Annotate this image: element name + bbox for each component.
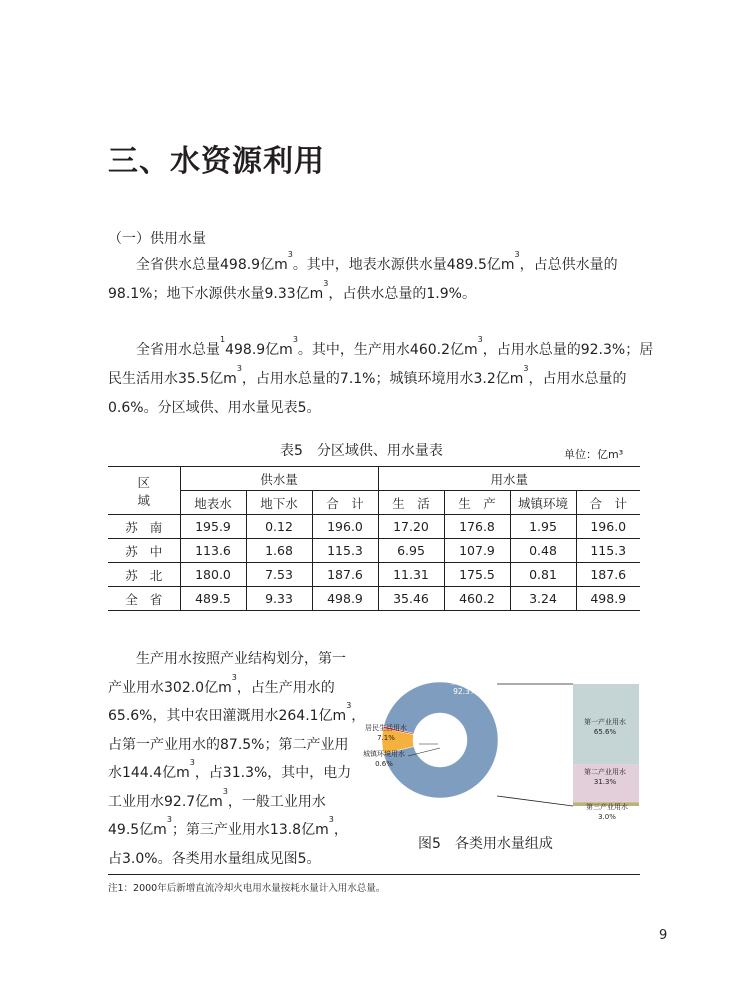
table-cell: 196.0 [576, 515, 640, 539]
water-use-composition-chart [350, 660, 640, 830]
slice-label-residential: 居民生活用水 [365, 724, 407, 732]
table-cell: 1.95 [510, 515, 576, 539]
supply-paragraph [108, 251, 648, 309]
breakdown-label-secondary: 第二产业用水 [584, 768, 626, 776]
column-header: 城镇环境 [510, 491, 576, 515]
region-cell: 全省 [108, 587, 180, 611]
paragraph-line: 占3.0%。各类用水量组成见图5。 [108, 850, 321, 867]
column-header: 地下水 [246, 491, 312, 515]
table-cell: 187.6 [312, 563, 378, 587]
table-cell: 175.5 [444, 563, 510, 587]
supply-use-table [108, 466, 640, 611]
column-header: 地表水 [180, 491, 246, 515]
table-cell: 498.9 [576, 587, 640, 611]
table-cell: 176.8 [444, 515, 510, 539]
slice-value-environment: 0.6% [375, 760, 393, 768]
table-cell: 489.5 [180, 587, 246, 611]
column-header: 生 活 [378, 491, 444, 515]
table-cell: 0.81 [510, 563, 576, 587]
column-header: 生 产 [444, 491, 510, 515]
footnote-divider [108, 874, 640, 875]
table-cell: 0.12 [246, 515, 312, 539]
slice-label-environment: 城镇环境用水 [363, 750, 405, 758]
region-cell: 苏北 [108, 563, 180, 587]
supply-header: 供水量 [180, 467, 378, 491]
paragraph-line: 民生活用水35.5亿$m^3$，占用水总量的7.1%；城镇环境用水3.2亿$m^3$，占用水总量的 [108, 364, 627, 387]
paragraph-line: 65.6%，其中农田灌溉用水264.1亿$m^3$， [108, 701, 366, 724]
breakdown-connector-bottom [497, 796, 573, 806]
paragraph-line: 工业用水92.7亿$m^3$，一般工业用水 [108, 786, 326, 810]
donut-slices [382, 682, 498, 798]
table-cell: 115.3 [576, 539, 640, 563]
region-header: 区 域 [108, 467, 180, 515]
column-header: 合 计 [312, 491, 378, 515]
table-cell: 460.2 [444, 587, 510, 611]
breakdown-label-tertiary: 第三产业用水 [586, 803, 628, 811]
table-cell: 6.95 [378, 539, 444, 563]
table-cell: 9.33 [246, 587, 312, 611]
table-unit: 单位：亿m³ [564, 448, 624, 461]
paragraph-line: 49.5亿$m^3$；第三产业用水13.8亿$m^3$， [108, 815, 348, 838]
breakdown-value-primary: 65.6% [593, 728, 617, 736]
table-cell: 180.0 [180, 563, 246, 587]
paragraph-line: 98.1%；地下水源供水量9.33亿$m^3$，占供水总量的1.9%。 [108, 279, 476, 302]
table-cell: 498.9 [312, 587, 378, 611]
table-cell: 17.20 [378, 515, 444, 539]
footnote: 注1：2000年后新增直流冷却火电用水量按耗水量计入用水总量。 [108, 883, 386, 894]
page-title: 三、水资源利用 [108, 144, 325, 179]
table-cell: 113.6 [180, 539, 246, 563]
table-row [108, 515, 640, 539]
table-caption: 表5 分区域供、用水量表 [280, 443, 443, 459]
breakdown-bar [573, 684, 639, 806]
breakdown-value-secondary: 31.3% [593, 778, 617, 786]
table-cell: 196.0 [312, 515, 378, 539]
figure-caption: 图5 各类用水量组成 [418, 836, 553, 852]
region-cell: 苏中 [108, 539, 180, 563]
table-cell: 3.24 [510, 587, 576, 611]
table-cell: 195.9 [180, 515, 246, 539]
paragraph-line: 产业用水302.0亿$m^3$，占生产用水的 [108, 672, 335, 696]
slice-label-production: 生产用水 [450, 677, 480, 686]
region-cell: 苏南 [108, 515, 180, 539]
use-paragraph [108, 335, 654, 423]
breakdown-value-tertiary: 3.0% [598, 813, 616, 821]
paragraph-line: 水144.4亿$m^3$，占31.3%，其中，电力 [108, 758, 352, 781]
table-cell: 0.48 [510, 539, 576, 563]
table-cell: 187.6 [576, 563, 640, 587]
table-cell: 1.68 [246, 539, 312, 563]
paragraph-line: 0.6%。分区域供、用水量见表5。 [108, 400, 321, 416]
section-heading: （一）供用水量 [108, 231, 206, 247]
table-cell: 115.3 [312, 539, 378, 563]
slice-value-production: 92.3% [453, 687, 477, 696]
slice-value-residential: 7.1% [377, 734, 395, 742]
use-header: 用水量 [378, 467, 640, 491]
table-row-total [108, 587, 640, 611]
breakdown-label-primary: 第一产业用水 [584, 718, 626, 726]
paragraph-line: 全省用水总量$^1$498.9亿$m^3$。其中，生产用水460.2亿$m^3$，占用水总量的92.3%；居 [136, 335, 654, 358]
table-cell: 35.46 [378, 587, 444, 611]
paragraph-line: 占第一产业用水的87.5%；第二产业用 [108, 736, 349, 753]
industry-paragraph [108, 645, 366, 873]
table-cell: 7.53 [246, 563, 312, 587]
table-row [108, 539, 640, 563]
table-row [108, 563, 640, 587]
page-number: 9 [659, 928, 668, 943]
table-cell: 107.9 [444, 539, 510, 563]
footnote-ref: 1 [220, 335, 226, 344]
paragraph-line: 全省供水总量498.9亿$m^3$。其中，地表水源供水量489.5亿$m^3$，占总供水量的 [136, 250, 618, 273]
column-header: 合 计 [576, 491, 640, 515]
table-cell: 11.31 [378, 563, 444, 587]
paragraph-line: 生产用水按照产业结构划分，第一 [136, 651, 346, 667]
